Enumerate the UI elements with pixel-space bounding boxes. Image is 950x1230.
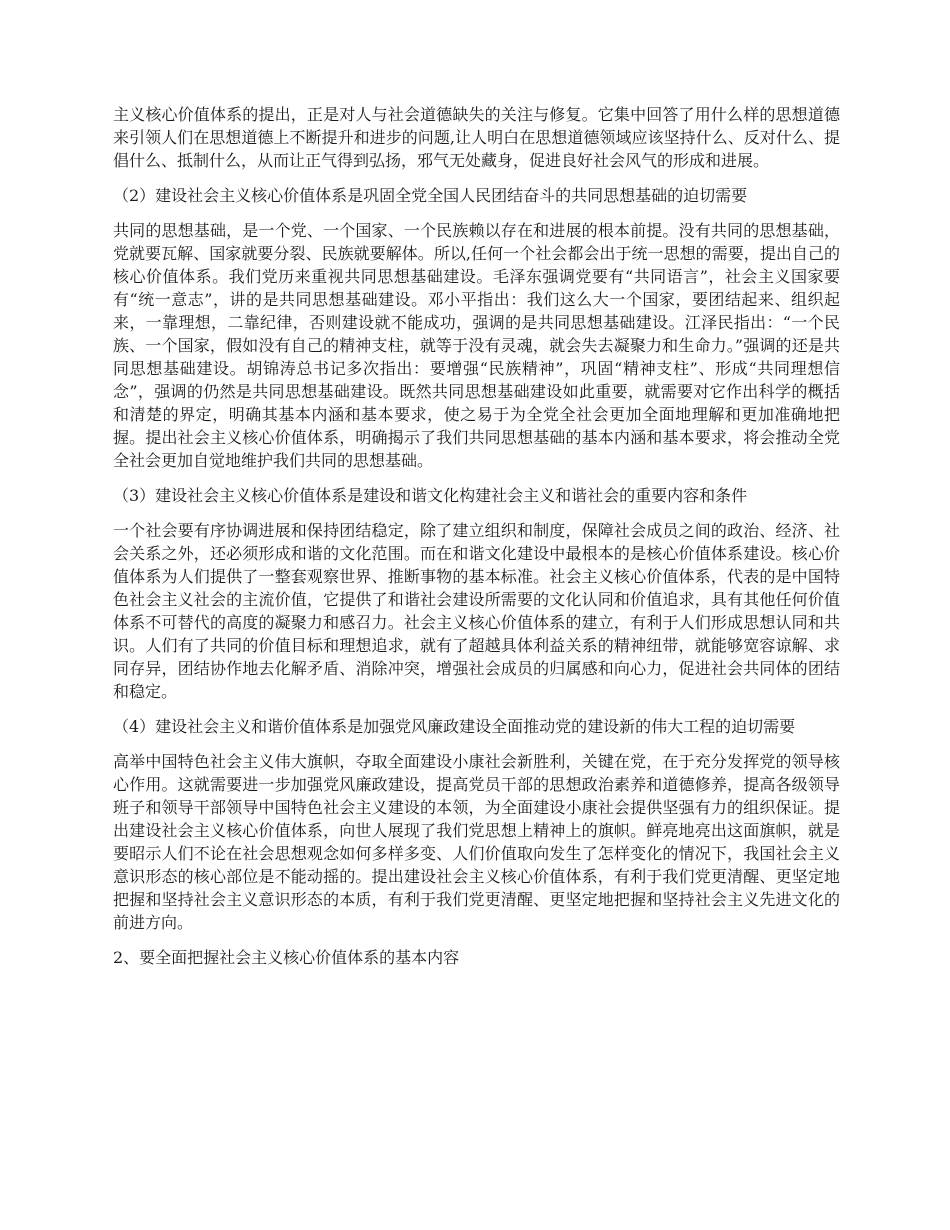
section-heading-4: （4）建设社会主义和谐价值体系是加强党风廉政建设全面推动党的建设新的伟大工程的迫切需要 bbox=[113, 717, 796, 736]
section-heading-main-2: 2、要全面把握社会主义核心价值体系的基本内容 bbox=[113, 948, 460, 967]
paragraph-intro: 主义核心价值体系的提出，正是对人与社会道德缺失的关注与修复。它集中回答了用什么样的思想道德来引领人们在思想道德上不断提升和进步的问题,让人明白在思想道德领域应该坚持什么、反对什么、提倡什么、抵制什么，从而让正气得到弘扬，邪气无处藏身，促进良好社会风气的形成和进展。 bbox=[113, 105, 840, 170]
paragraph-party-building: 高举中国特色社会主义伟大旗帜，夺取全面建设小康社会新胜利，关键在党，在于充分发挥党的领导核心作用。这就需要进一步加强党风廉政建设，提高党员干部的思想政治素养和道德修养，提高各级领导班子和领导干部领导中国特色社会主义建设的本领，为全面建设小康社会提供坚强有力的组织保证。提出建设社会主义核心价值体系，向世人展现了我们党思想上精神上的旗帜。鲜亮地亮出这面旗帜，就是要昭示人们不论在社会思想观念如何多样多变、人们价值取向发生了怎样变化的情况下，我国社会主义意识形态的核心部位是不能动摇的。提出建设社会主义核心价值体系，有利于我们党更清醒、更坚定地把握和坚持社会主义意识形态的本质，有利于我们党更清醒、更坚定地把握和坚持社会主义先进文化的前进方向。 bbox=[113, 752, 840, 932]
document-page bbox=[113, 103, 840, 981]
section-heading-2: （2）建设社会主义核心价值体系是巩固全党全国人民团结奋斗的共同思想基础的迫切需要 bbox=[113, 186, 748, 205]
section-heading-3: （3）建设社会主义核心价值体系是建设和谐文化构建社会主义和谐社会的重要内容和条件 bbox=[113, 486, 748, 505]
paragraph-harmonious-culture: 一个社会要有序协调进展和保持团结稳定，除了建立组织和制度，保障社会成员之间的政治、经济、社会关系之外，还必须形成和谐的文化范围。而在和谐文化建设中最根本的是核心价值体系建设。核心价值体系为人们提供了一整套观察世界、推断事物的基本标准。社会主义核心价值体系，代表的是中国特色社会主义社会的主流价值，它提供了和谐社会建设所需要的文化认同和价值追求，具有其他任何价值体系不可替代的高度的凝聚力和感召力。社会主义核心价值体系的建立，有利于人们形成思想认同和共识。人们有了共同的价值目标和理想追求，就有了超越具体利益关系的精神纽带，就能够宽容谅解、求同存异，团结协作地去化解矛盾、消除冲突，增强社会成员的归属感和向心力，促进社会共同体的团结和稳定。 bbox=[113, 521, 840, 701]
paragraph-common-foundation: 共同的思想基础，是一个党、一个国家、一个民族赖以存在和进展的根本前提。没有共同的思想基础，党就要瓦解、国家就要分裂、民族就要解体。所以,任何一个社会都会出于统一思想的需要，提出自己的核心价值体系。我们党历来重视共同思想基础建设。毛泽东强调党要有“共同语言”，社会主义国家要有“统一意志”，讲的是共同思想基础建设。邓小平指出：我们这么大一个国家，要团结起来、组织起来，一靠理想，二靠纪律，否则建设就不能成功，强调的是共同思想基础建设。江泽民指出：“一个民族、一个国家，假如没有自己的精神支柱，就等于没有灵魂，就会失去凝聚力和生命力。”强调的还是共同思想基础建设。胡锦涛总书记多次指出：要增强“民族精神”，巩固“精神支柱”、形成“共同理想信念”，强调的仍然是共同思想基础建设。既然共同思想基础建设如此重要，就需要对它作出科学的概括和清楚的界定，明确其基本内涵和基本要求，使之易于为全党全社会更加全面地理解和更加准确地把握。提出社会主义核心价值体系，明确揭示了我们共同思想基础的基本内涵和基本要求，将会推动全党全社会更加自觉地维护我们共同的思想基础。 bbox=[113, 221, 840, 470]
